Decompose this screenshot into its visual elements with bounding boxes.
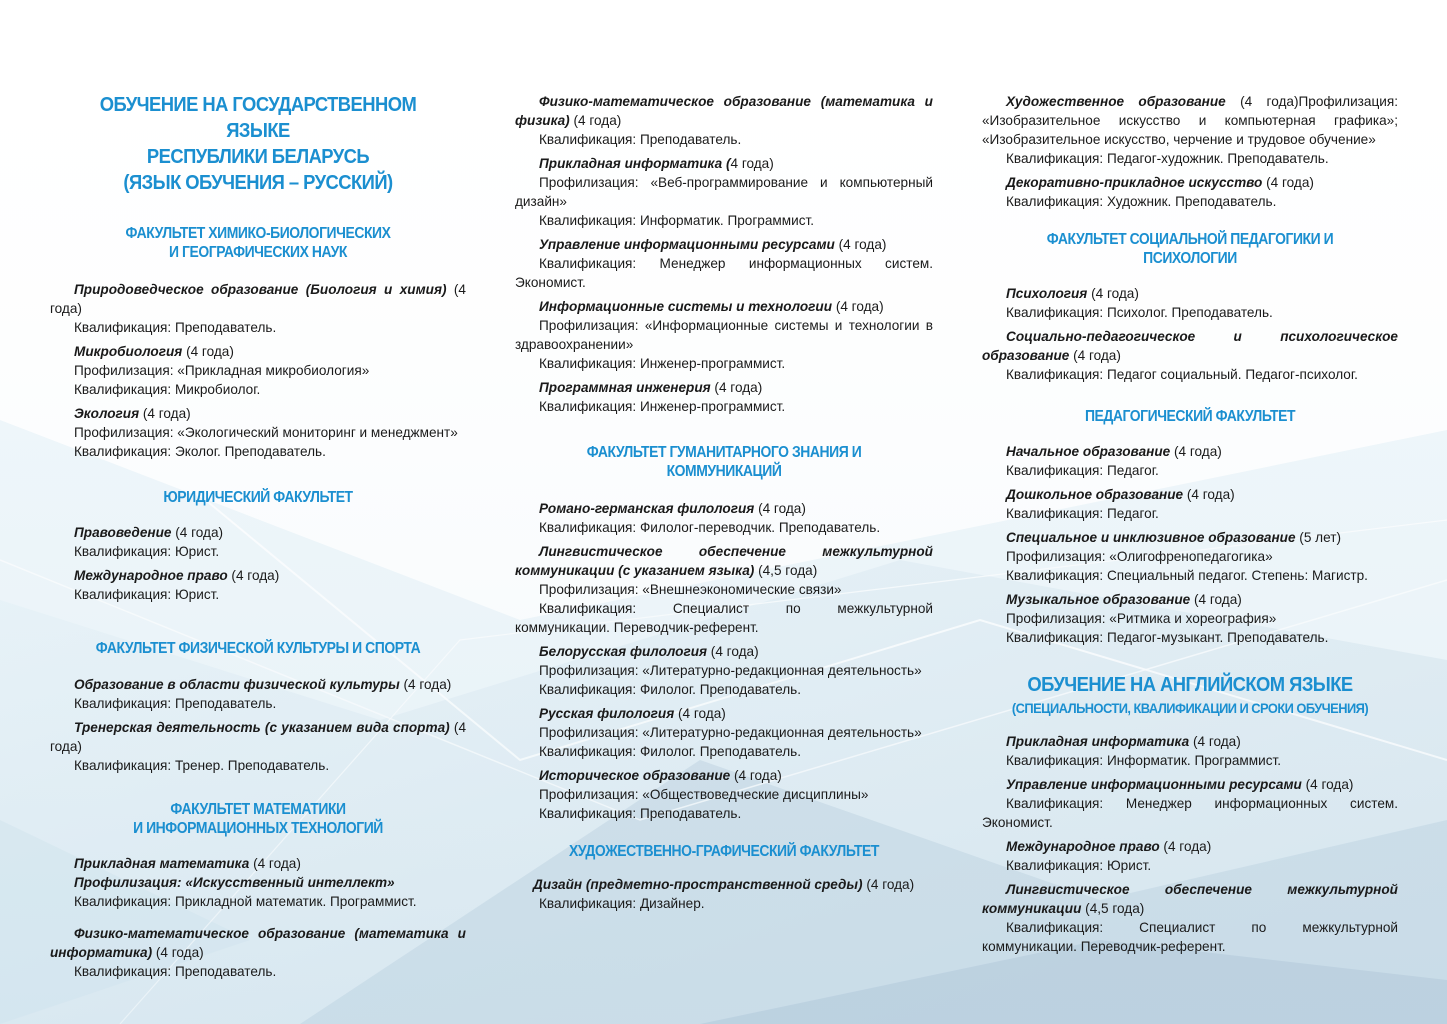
program-item xyxy=(982,284,1398,322)
qualification: Квалификация: Микробиолог. xyxy=(74,382,261,397)
qualification: Квалификация: Филолог-переводчик. Преподаватель. xyxy=(539,520,881,535)
qualification: Квалификация: Эколог. Преподаватель. xyxy=(74,444,326,459)
qualification: Квалификация: Филолог. Преподаватель. xyxy=(539,744,802,759)
program-item xyxy=(50,404,466,461)
profile: Профилизация: «Олигофренопедагогика» xyxy=(1006,549,1273,564)
program-duration: (4 года) xyxy=(1189,734,1241,749)
program-name: Микробиология xyxy=(74,344,183,359)
program-duration: (4 года) xyxy=(1087,286,1139,301)
qualification: Квалификация: Педагог. xyxy=(1006,463,1159,478)
program-item xyxy=(982,485,1398,523)
program-duration: (4 года) xyxy=(249,856,301,871)
program-duration: (4 года) xyxy=(707,644,759,659)
program-name: Лингвистическое обеспечение межкультурной коммуникации xyxy=(982,882,1398,916)
faculty-heading-line: И ГЕОГРАФИЧЕСКИХ НАУК xyxy=(169,244,347,261)
faculty-heading-line: И ИНФОРМАЦИОННЫХ ТЕХНОЛОГИЙ xyxy=(133,820,383,837)
qualification: Квалификация: Информатик. Программист. xyxy=(539,213,815,228)
program-name: Русская филология xyxy=(539,706,675,721)
english-title-line: ОБУЧЕНИЕ НА АНГЛИЙСКОМ ЯЗЫКЕ xyxy=(1027,674,1353,696)
qualification: Квалификация: Педагог-художник. Преподаватель. xyxy=(1006,151,1329,166)
program-duration: (4 года) xyxy=(1262,175,1314,190)
qualification: Квалификация: Педагог-музыкант. Преподаватель. xyxy=(1006,630,1329,645)
program-duration: (4 года) xyxy=(182,344,234,359)
program-item xyxy=(515,499,933,537)
qualification: Квалификация: Юрист. xyxy=(74,587,220,602)
program-item xyxy=(50,675,466,713)
qualification: Квалификация: Инженер-программист. xyxy=(539,399,786,414)
faculty-heading xyxy=(71,800,445,838)
qualification: Квалификация: Филолог. Преподаватель. xyxy=(539,682,802,697)
program-name: Дизайн (предметно-пространственной среды) xyxy=(533,877,863,892)
program-duration: (4 года) xyxy=(1183,487,1235,502)
program-item xyxy=(515,766,933,823)
program-name: Образование в области физической культуры xyxy=(74,677,400,692)
program-name: Экология xyxy=(74,406,140,421)
program-duration: (4 года) xyxy=(50,282,466,316)
program-name: Тренерская деятельность (с указанием вида спорта) xyxy=(74,720,450,735)
program-duration: (4 года) xyxy=(1190,592,1242,607)
qualification: Квалификация: Дизайнер. xyxy=(539,896,705,911)
program-name: Белорусская филология xyxy=(539,644,708,659)
profile: Профилизация: «Литературно-редакционная деятельность» xyxy=(539,663,922,678)
program-name: Информационные системы и технологии xyxy=(539,299,833,314)
program-item xyxy=(982,590,1398,647)
program-item xyxy=(50,854,466,911)
qualification: Квалификация: Менеджер информационных систем. Экономист. xyxy=(515,256,933,290)
program-name: Специальное и инклюзивное образование xyxy=(1006,530,1296,545)
profile: Профилизация: «Экологический мониторинг и менеджмент» xyxy=(74,425,458,440)
program-item xyxy=(982,92,1398,168)
qualification: Квалификация: Преподаватель. xyxy=(539,132,742,147)
program-name: Художественное образование xyxy=(1006,94,1226,109)
program-item xyxy=(515,154,933,230)
main-title xyxy=(67,92,450,196)
program-item xyxy=(515,235,933,292)
program-duration: (4,5 года) xyxy=(754,563,818,578)
program-name: Прикладная информатика xyxy=(1006,734,1190,749)
faculty-heading: ХУДОЖЕСТВЕННО-ГРАФИЧЕСКИЙ ФАКУЛЬТЕТ xyxy=(569,843,879,860)
main-title-line: РЕСПУБЛИКИ БЕЛАРУСЬ xyxy=(146,146,370,168)
qualification: Квалификация: Преподаватель. xyxy=(74,964,277,979)
program-name: Социально-педагогическое и психологическое образование xyxy=(982,329,1398,363)
program-duration: (4 года) xyxy=(139,406,191,421)
program-duration: (4 года) xyxy=(862,877,915,892)
program-item xyxy=(982,442,1398,480)
profile: Профилизация: «Литературно-редакционная деятельность» xyxy=(539,725,922,740)
faculty-heading xyxy=(71,224,445,262)
program-name: Прикладная математика xyxy=(74,856,250,871)
main-title-line: ОБУЧЕНИЕ НА ГОСУДАРСТВЕННОМ ЯЗЫКЕ xyxy=(99,94,417,142)
program-item xyxy=(515,642,933,699)
program-item xyxy=(982,732,1398,770)
english-title xyxy=(999,672,1382,718)
program-item xyxy=(982,775,1398,832)
qualification: Квалификация: Преподаватель. xyxy=(74,320,277,335)
profile: Профилизация: «Ритмика и хореография» xyxy=(1006,611,1277,626)
qualification: Квалификация: Прикладной математик. Программист. xyxy=(74,894,417,909)
program-item xyxy=(982,880,1398,956)
program-item xyxy=(50,342,466,399)
program-name: Прикладная информатика ( xyxy=(539,156,731,171)
qualification: Квалификация: Юрист. xyxy=(74,544,220,559)
faculty-heading: ФАКУЛЬТЕТ ФИЗИЧЕСКОЙ КУЛЬТУРЫ И СПОРТА xyxy=(95,640,421,657)
qualification: Квалификация: Юрист. xyxy=(1006,858,1152,873)
program-item xyxy=(515,378,933,416)
program-item xyxy=(982,327,1398,384)
main-title-line: (ЯЗЫК ОБУЧЕНИЯ – РУССКИЙ) xyxy=(123,172,393,194)
column-right xyxy=(982,92,1398,961)
program-duration: (5 лет) xyxy=(1295,530,1341,545)
program-item xyxy=(982,173,1398,211)
program-name: Международное право xyxy=(1006,839,1160,854)
program-duration: (4 года) xyxy=(730,768,782,783)
program-name: Управление информационными ресурсами xyxy=(1006,777,1302,792)
program-name: Психология xyxy=(1006,286,1088,301)
program-item xyxy=(515,875,933,913)
program-item xyxy=(515,542,933,637)
qualification: Квалификация: Информатик. Программист. xyxy=(1006,753,1282,768)
program-name: Историческое образование xyxy=(539,768,731,783)
column-middle xyxy=(515,92,933,918)
program-item xyxy=(50,523,466,561)
qualification: Квалификация: Психолог. Преподаватель. xyxy=(1006,305,1273,320)
program-duration: (4 года) xyxy=(1301,777,1354,792)
faculty-heading: ЮРИДИЧЕСКИЙ ФАКУЛЬТЕТ xyxy=(163,489,353,506)
profile: Профилизация: «Искусственный интеллект» xyxy=(74,875,395,890)
program-duration: (4 года) xyxy=(399,677,452,692)
profile: Профилизация: «Внешнеэкономические связи» xyxy=(539,582,842,597)
program-item xyxy=(515,704,933,761)
program-item xyxy=(982,528,1398,585)
program-duration: 4 года) xyxy=(730,156,774,171)
program-duration: (4 года) xyxy=(1170,444,1222,459)
program-duration: (4 года) xyxy=(171,525,224,540)
program-duration: (4 года) xyxy=(674,706,726,721)
qualification: Квалификация: Менеджер информационных систем. Экономист. xyxy=(982,796,1398,830)
qualification: Квалификация: Преподаватель. xyxy=(539,806,742,821)
program-name: Лингвистическое обеспечение межкультурной коммуникации (с указанием языка) xyxy=(515,544,933,578)
program-duration: (4 года) xyxy=(754,501,806,516)
qualification: Квалификация: Педагог социальный. Педагог-психолог. xyxy=(1006,367,1358,382)
program-item xyxy=(50,924,466,981)
program-duration: (4 года) xyxy=(710,380,763,395)
program-name: Правоведение xyxy=(74,525,172,540)
program-name: Романо-германская филология xyxy=(539,501,755,516)
qualification: Квалификация: Инженер-программист. xyxy=(539,356,786,371)
english-subtitle: (СПЕЦИАЛЬНОСТИ, КВАЛИФИКАЦИИ И СРОКИ ОБУЧЕНИЯ) xyxy=(1011,700,1369,716)
program-item xyxy=(50,718,466,775)
program-item xyxy=(515,297,933,373)
program-duration: (4 года) xyxy=(227,568,280,583)
profile: Профилизация: «Информационные системы и технологии в здравоохранении» xyxy=(515,318,933,352)
program-name: Программная инженерия xyxy=(539,380,711,395)
program-name: Декоративно-прикладное искусство xyxy=(1006,175,1263,190)
program-item xyxy=(515,92,933,149)
program-duration: (4 года) xyxy=(832,299,884,314)
faculty-heading-line: ФАКУЛЬТЕТ МАТЕМАТИКИ xyxy=(170,801,346,818)
qualification: Квалификация: Тренер. Преподаватель. xyxy=(74,758,330,773)
program-name: Начальное образование xyxy=(1006,444,1171,459)
qualification: Квалификация: Специальный педагог. Степень: Магистр. xyxy=(1006,568,1368,583)
program-duration: (4 года) xyxy=(569,113,622,128)
qualification: Квалификация: Преподаватель. xyxy=(74,696,277,711)
qualification: Квалификация: Специалист по межкультурной коммуникации. Переводчик-референт. xyxy=(982,920,1398,954)
program-duration: (4 года)Профилизация: «Изобразительное искусство и компьютерная графика»; «Изобразительное искусство, черчение и трудовое обучение» xyxy=(982,94,1398,147)
program-name: Природоведческое образование (Биология и химия) xyxy=(74,282,447,297)
program-duration: (4,5 года) xyxy=(1081,901,1145,916)
qualification: Квалификация: Специалист по межкультурной коммуникации. Переводчик-референт. xyxy=(515,601,933,635)
program-duration: (4 года) xyxy=(1159,839,1212,854)
program-item xyxy=(50,566,466,604)
program-duration: (4 года) xyxy=(834,237,887,252)
faculty-heading-line: ФАКУЛЬТЕТ ХИМИКО-БИОЛОГИЧЕСКИХ xyxy=(125,225,391,242)
program-name: Физико-математическое образование (математика и физика) xyxy=(515,94,933,128)
program-item xyxy=(50,280,466,337)
program-duration: (4 года) xyxy=(152,945,204,960)
program-name: Управление информационными ресурсами xyxy=(539,237,835,252)
program-name: Физико-математическое образование (математика и информатика) xyxy=(50,926,466,960)
faculty-heading: ФАКУЛЬТЕТ ГУМАНИТАРНОГО ЗНАНИЯ И КОММУНИКАЦИЙ xyxy=(586,444,862,480)
program-duration: (4 года) xyxy=(50,720,466,754)
program-name: Международное право xyxy=(74,568,228,583)
profile: Профилизация: «Прикладная микробиология» xyxy=(74,363,370,378)
faculty-heading: ПЕДАГОГИЧЕСКИЙ ФАКУЛЬТЕТ xyxy=(1084,408,1296,425)
profile: Профилизация: «Обществоведческие дисциплины» xyxy=(539,787,869,802)
faculty-heading: ФАКУЛЬТЕТ СОЦИАЛЬНОЙ ПЕДАГОГИКИ И ПСИХОЛОГИИ xyxy=(1046,231,1334,267)
profile: Профилизация: «Веб-программирование и компьютерный дизайн» xyxy=(515,175,933,209)
program-item xyxy=(982,837,1398,875)
qualification: Квалификация: Педагог. xyxy=(1006,506,1159,521)
qualification: Квалификация: Художник. Преподаватель. xyxy=(1006,194,1277,209)
program-name: Музыкальное образование xyxy=(1006,592,1191,607)
program-name: Дошкольное образование xyxy=(1006,487,1184,502)
column-left xyxy=(50,92,466,986)
program-duration: (4 года) xyxy=(1069,348,1121,363)
